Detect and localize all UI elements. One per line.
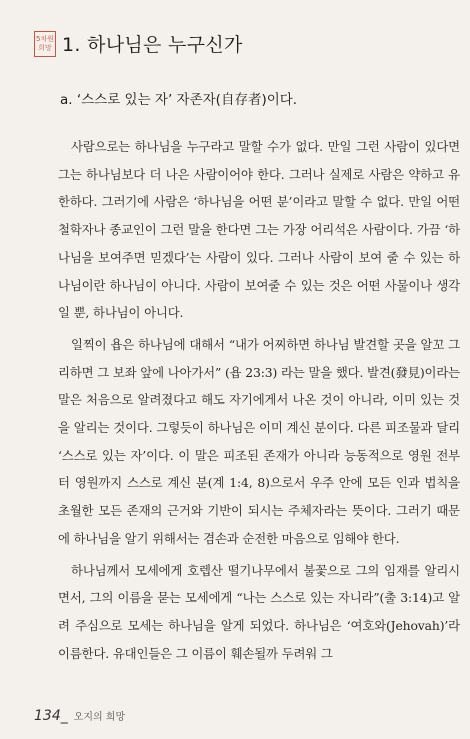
subsection-title: a. ‘스스로 있는 자’ 자존자(自存者)이다. — [60, 92, 298, 108]
paragraph-2: 일찍이 욥은 하나님에 대해서 “내가 어찌하면 하나님 발견할 곳을 알꼬 그리하면 그 보좌 앞에 나아가서” (욥 23:3) 라는 말을 했다. 발견(發見)이라는 말은 처음으로 알려졌다고 해도 자기에게서 나온 것이 아니라, 이미 있는 것을 알리는 것이다. 그렇듯이 하나님은 이미 계신 분이다. 다른 피조물과 달리 ‘스스로 있는 자’이다. 이 말은 피조된 존재가 아니라 능동적으로 영원 전부터 영원까지 스스로 계신 분(계 1:4, 8)으로서 우주 안에 모든 인과 법칙을 초월한 모든 존재의 근거와 기반이 되시는 주체자라는 뜻이다. 그러기 때문에 하나님을 알기 위해서는 겸손과 순전한 마음으로 임해야 한다. — [58, 336, 460, 546]
body-text — [58, 133, 460, 671]
chapter-badge — [34, 31, 56, 57]
page-footer — [34, 708, 125, 724]
chapter-badge-line1: 5차원 — [36, 34, 54, 43]
book-title: 오지의 희망 — [73, 712, 126, 723]
page-number: 134 — [34, 708, 61, 724]
chapter-title: 1. 하나님은 누구신가 — [62, 34, 243, 56]
paragraph-3: 하나님께서 모세에게 호렙산 떨기나무에서 불꽃으로 그의 임재를 알리시면서, 그의 이름을 묻는 모세에게 “나는 스스로 있는 자니라”(출 3:14)고 알려 주심으로 모세는 하나님을 알게 되었다. 하나님은 ‘여호와(Jehovah)’라 이름한다. 유대인들은 그 이름이 훼손될까 두려워 그 — [58, 562, 460, 661]
paragraph-1: 사람으로는 하나님을 누구라고 말할 수가 없다. 만일 그런 사람이 있다면 그는 하나님보다 더 나은 사람이어야 한다. 그러나 실제로 사람은 약하고 유한하다. 그러기에 사람은 ‘하나님을 어떤 분’이라고 말할 수 없다. 만일 어떤 철학자나 종교인이 그런 말을 한다면 그는 가장 어리석은 사람이다. 가끔 ‘하나님을 보여주면 믿겠다’는 사람이 있다. 그러나 사람이 보여 줄 수 있는 하나님이란 하나님이 아니다. 사람이 보여줄 수 있는 것은 어떤 사물이나 생각일 뿐, 하나님이 아니다. — [58, 139, 460, 321]
chapter-badge-line2: 희망 — [38, 43, 52, 52]
page-number-underscore: _ — [60, 708, 68, 724]
chapter-header — [34, 30, 243, 57]
